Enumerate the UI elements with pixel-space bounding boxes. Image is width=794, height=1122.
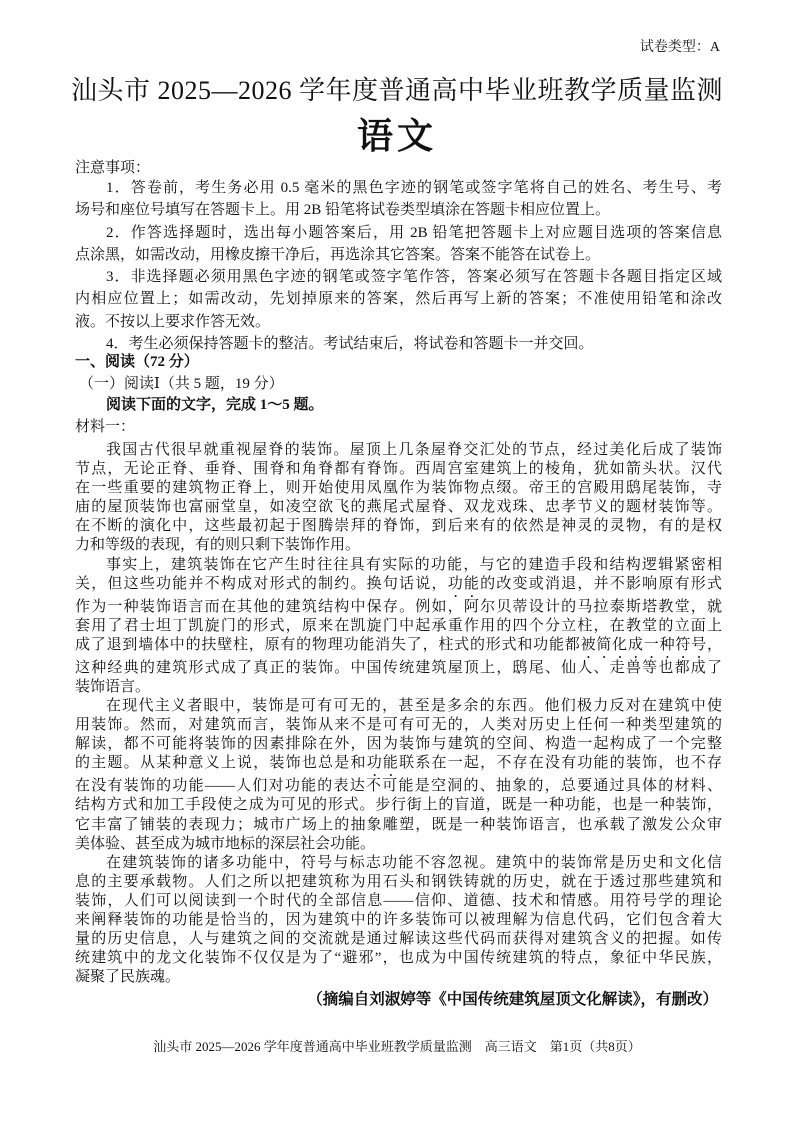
notice-line: 3．非选择题必须用黑色字迹的钢笔或签字笔作答，答案必须写在答题卡各题目指定区域 (106, 269, 722, 286)
emphasized-text: 被简化成一种符号 (580, 636, 707, 653)
passage-text: 庙的屋顶装饰也富丽堂皇，如凌空欲飞的燕尾式屋脊、双龙戏珠、忠孝节义的题材装饰等。 (75, 499, 722, 516)
passage-line (75, 911, 722, 930)
passage-text: ， (706, 636, 722, 653)
notice-line: 场号和座位号填写在答题卡上。用 2B 铅笔将试卷类型填涂在答题卡相应位置上。 (75, 202, 611, 219)
passage-text: 装饰，人们可以阅读到一个时代的全部信息——信仰、道德、技术和情感。用符号学的理论 (75, 892, 722, 909)
passage-text: 来阐释装饰的功能是恰当的，因为建筑中的许多装饰可以被理解为信息代码，它们包含着大 (75, 911, 722, 928)
passage-text: 装饰语言。 (75, 678, 151, 695)
passage-text: 套用了君士坦丁凯旋门的形式，原来在凯旋门中起承重作用的四个分立柱，在教堂的立面上 (75, 617, 722, 634)
part-heading: 一、阅读（72 分） (75, 354, 199, 370)
passage-line (75, 716, 722, 735)
passage-text: 凝聚了民族魂。 (75, 969, 181, 986)
passage-line (75, 697, 722, 716)
passage-line (75, 816, 722, 835)
passage-text: 量的历史信息，人与建筑之间的交流就是通过解读这些代码而获得对建筑含义的把握。如传 (75, 931, 722, 948)
notice-line: 液。不按以上要求作答无效。 (75, 313, 271, 330)
paper-type-label: 试卷类型：A (639, 40, 720, 55)
passage-line (75, 441, 722, 460)
passage-line (75, 930, 722, 949)
passage-line (75, 892, 722, 911)
passage-text: 解读，都不可能将装饰的因素排除在外，因为装饰与建筑的空间、构造一起构成了一个完整 (75, 736, 722, 753)
passage-text: 在建筑装饰的诸多功能中，符号与标志功能不容忽视。建筑中的装饰常是历史和文化信 (106, 854, 722, 871)
emphasized-text: 功能 (366, 755, 400, 772)
passage-text: 统建筑中的龙文化装饰不仅仅是为了“避邪”，也成为中国传统建筑的特点，象征中华民族， (75, 950, 722, 967)
notice-line: 4．考生必须保持答题卡的整洁。考试结束后，将试卷和答题卡一并交回。 (106, 336, 594, 353)
passage-line (75, 678, 722, 697)
passage-text: 美体验、甚至成为城市地标的深层社会功能。 (75, 835, 376, 852)
passage-line (75, 968, 722, 987)
passage-line (75, 636, 722, 659)
passage-line (75, 617, 722, 636)
passage-text: 的改变或消退，并不影响原有形式 (480, 575, 722, 592)
passage-text: 息的主要承载物。人们之所以把建筑称为用石头和钢铁铸就的历史，就在于透过那些建筑和 (75, 873, 722, 890)
notice-line: 内相应位置上；如需改动，先划掉原来的答案，然后再写上新的答案；不准使用铅笔和涂改 (75, 291, 722, 308)
notice-list (75, 177, 722, 355)
passage-text: 在现代主义者眼中，装饰是可有可无的，甚至是多余的东西。他们极力反对在建筑中使 (106, 698, 722, 715)
passage-line (75, 556, 722, 575)
passage-line (75, 949, 722, 968)
passage-text: 力和等级的表现，有的则只剩下装饰作用。 (75, 537, 361, 554)
passage-text: 事实上，建筑装饰在它产生时往往具有实际的功能，与它的建造手段和结构逻辑紧密相 (106, 556, 722, 573)
passage-text: 节点，无论正脊、垂脊、围脊和角脊都有脊饰。西周宫室建筑上的棱角，犹如箭头状。汉代 (75, 461, 722, 478)
passage-line (75, 754, 722, 777)
passage-line (75, 796, 722, 815)
passage-text: 我国古代很早就重视屋脊的装饰。屋顶上几条屋脊交汇处的节点，经过美化后成了装饰 (106, 442, 722, 458)
passage-text: 联系在一起，不存在没有功能的装饰，也不存 (399, 755, 722, 772)
passage-line (75, 735, 722, 754)
passage-line (75, 517, 722, 536)
passage-text: 关，但这些功能并不构成对形式的制约。换句话说， (75, 575, 448, 592)
instruction-text: 阅读下面的文字，完成 1～5 题。 (106, 397, 324, 414)
notice-line: 2．作答选择题时，选出每小题答案后，用 2B 铅笔把答题卡上对应题目选项的答案信息 (106, 224, 722, 241)
page-footer: 汕头市 2025—2026 学年度普通高中毕业班教学质量监测 高三语文 第1页（共8页） (153, 1039, 641, 1054)
passage-text: 用装饰。然而，对建筑而言，装饰从来不是可有可无的，人类对历史上任何一种类型建筑的 (75, 717, 722, 734)
passage-text: 作为一种装饰语言而在其他的建筑结构中保存。例如，阿尔贝蒂设计的马拉泰斯塔教堂，就 (75, 598, 722, 615)
passage-text: 在一些重要的建筑物正脊上，则开始使用凤凰作为装饰物点缀。帝王的宫殿用鸱尾装饰，寺 (75, 480, 722, 497)
passage-text: 成了退到墙体中的扶壁柱，原有的物理功能消失了，柱式的形式和功能都 (75, 636, 581, 653)
material-label: 材料一： (75, 418, 136, 435)
passage-line (75, 854, 722, 873)
passage-line (75, 777, 722, 796)
passage-line (75, 460, 722, 479)
passage-line (75, 873, 722, 892)
section-header (75, 352, 722, 438)
passage-text: 结构方式和加工手段使之成为可见的形式。步行街上的盲道，既是一种功能，也是一种装饰， (75, 797, 722, 814)
notice-heading: 注意事项： (75, 160, 151, 176)
passage-line (75, 659, 722, 678)
reading-passage (75, 441, 722, 987)
subject-title: 语文 (356, 116, 437, 156)
exam-title: 汕头市 2025—2026 学年度普通高中毕业班教学质量监测 (70, 76, 723, 105)
passage-text: 在不断的演化中，这些最初起于图腾崇拜的脊饰，到后来有的依然是神灵的灵物，有的是权 (75, 518, 722, 535)
passage-line (75, 479, 722, 498)
passage-line (75, 536, 722, 555)
emphasized-text: 功能 (447, 575, 481, 592)
source-citation: （摘编自刘淑婷等《中国传统建筑屋顶文化解读》，有删改） (307, 991, 718, 1008)
passage-text: 它丰富了铺装的表现力；城市广场上的抽象雕塑，既是一种装饰语言，也承载了激发公众审 (75, 816, 722, 833)
passage-line (75, 575, 722, 598)
notice-line: 点涂黑，如需改动，用橡皮擦干净后，再选涂其它答案。答案不能答在试卷上。 (75, 246, 601, 263)
subpart-heading: （一）阅读Ⅰ（共 5 题，19 分） (79, 375, 284, 392)
passage-text: 这种经典的建筑形式成了真正的装饰。中国传统建筑屋顶上，鸱尾、仙人、走兽等也都成了 (75, 659, 722, 676)
passage-text: 在没有装饰的功能——人们对功能的表达不可能是空洞的、抽象的，总要通过具体的材料、 (75, 778, 722, 795)
notice-line: 1．答卷前，考生务必用 0.5 毫米的黑色字迹的钢笔或签字笔将自己的姓名、考生号、考 (106, 180, 722, 196)
passage-line (75, 835, 722, 854)
passage-line (75, 498, 722, 517)
passage-line (75, 598, 722, 617)
passage-text: 的主题。从某种意义上说，装饰也总是和 (75, 755, 367, 772)
